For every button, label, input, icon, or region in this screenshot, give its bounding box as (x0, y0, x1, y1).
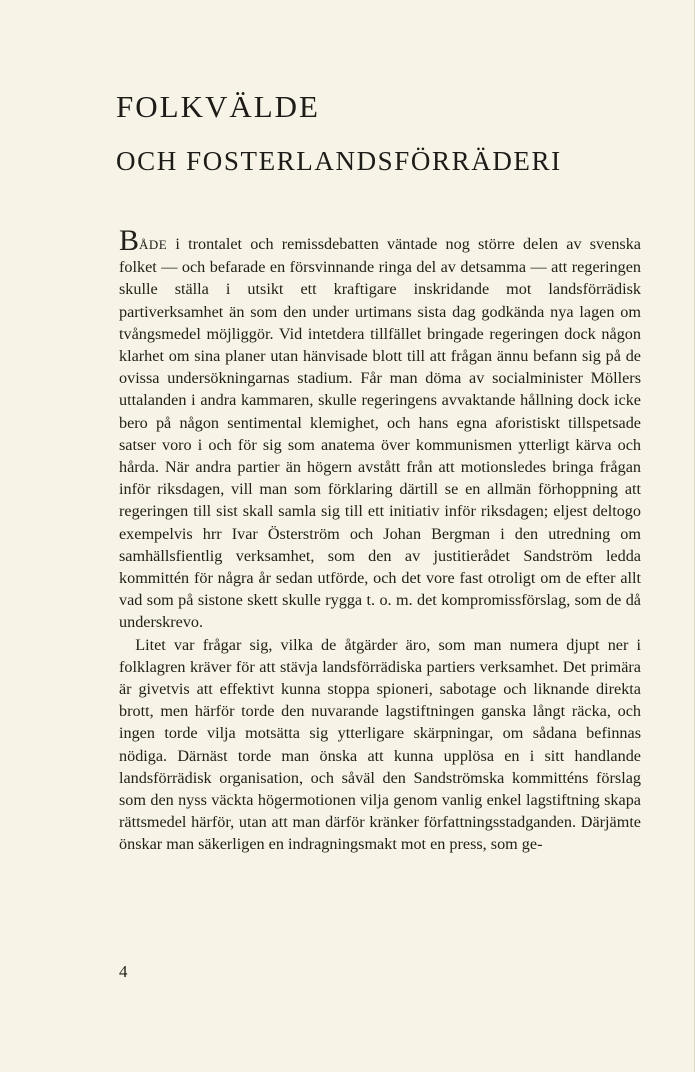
chapter-title-line-1: FOLKVÄLDE (116, 89, 320, 124)
drop-cap: B (119, 224, 140, 257)
paragraph-1 (119, 224, 641, 634)
paragraph-2 (119, 634, 641, 856)
body-text (119, 224, 641, 856)
paragraph-1-text: i trontalet och remissdebatten väntade nog större delen av svenska folket — och befarade en försvinnande ringa del av detsamma — att regeringen skulle ställa i utsikt ett kraftigare inskridande mot landsförrädisk partiverksamhet än som den under urtimans sista dag godkända nya lagen om tvångsmedel möjliggör. Vid intetdera tillfället bringade regeringen dock någon klarhet om sina planer utan hänvisade blott till att frågan ännu befann sig på de ovissa undersökningarnas stadium. Får man döma av socialminister Möllers uttalanden i andra kammaren, skulle regeringens avvaktande hållning dock icke bero på någon sentimental klemighet, och hans egna aforistiskt tillspetsade satser voro i och för sig som anatema över kommunismen ytterligt kärva och hårda. När andra partier än högern avstått från att motionsledes bringa frågan inför riksdagen, vill man som förklaring därtill se en allmän förhoppning att regeringen till sist skall samla sig till ett initiativ inför riksdagen; eljest deltogo exempelvis hrr Ivar Österström och Johan Bergman i den utredning om samhällsfientlig verksamhet, som den av justitierådet Sandström ledda kommittén för några år sedan utförde, och det vore fast otroligt om de efter allt vad som på sistone skett skulle rygga t. o. m. det kompromissförslag, som de då underskrevo. (119, 235, 641, 632)
page-number: 4 (119, 962, 128, 981)
chapter-title-line-2: OCH FOSTERLANDSFÖRRÄDERI (116, 146, 562, 176)
paragraph-2-text: Litet var frågar sig, vilka de åtgärder äro, som man numera djupt ner i folklagren kräver för att stävja landsförrädiska partiers verksamhet. Det primära är givetvis att effektivt kunna stoppa spioneri, sabotage och liknande direkta brott, men härför torde den nuvarande lagstiftningen ganska långt räcka, och ingen torde vilja motsätta sig ytterligare skärpningar, om sådana befinnas nödiga. Därnäst torde man önska att kunna upplösa en i sitt handlande landsförrädisk organisation, och såväl den Sandströmska kommitténs förslag som den nyss väckta högermotionen vilja genom vanlig enkel lagstiftning skapa rättsmedel härför, utan att man därför kränker författningsstadganden. Därjämte önskar man säkerligen en indragningsmakt mot en press, som ge- (119, 635, 641, 854)
chapter-heading (116, 90, 636, 176)
small-caps-word: ÅDE (139, 237, 168, 252)
